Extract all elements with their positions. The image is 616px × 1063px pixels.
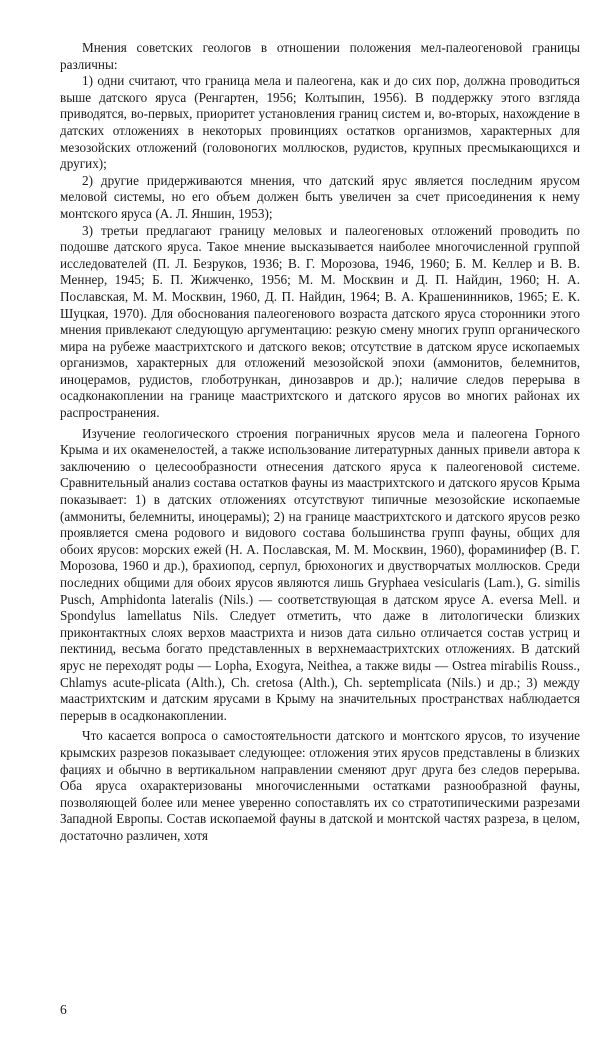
paragraph-view-1: 1) одни считают, что граница мела и палеогена, как и до сих пор, должна проводиться выше датского яруса (Ренгартен, 1956; Колтыпин, 1956). В поддержку этого взгляда приводятся, во-первых, приоритет установления границ систем и, во-вторых, нахождение в датских отложениях в некоторых провинциях остатков организмов, характерных для мезозойских отложений (головоногих моллюсков, рудистов, крупных пресмыкающихся и других); — [60, 73, 580, 172]
page-number: 6 — [60, 1002, 67, 1017]
paragraph-danian-montian: Что касается вопроса о самостоятельности датского и монтского ярусов, то изучение крымских разрезов показывает следующее: отложения этих ярусов представлены в близких фациях и обычно в вертикальном направлении сменяют друг друга без следов перерыва. Оба яруса охарактеризованы многочисленными остатками разнообразной фауны, позволяющей более или менее уверенно сопоставлять их со стратотипическими разрезами Западной Европы. Состав ископаемой фауны в датской и монтской частях разреза, в целом, достаточно различен, хотя — [60, 728, 580, 843]
paragraph-view-3: 3) третьи предлагают границу меловых и палеогеновых отложений проводить по подошве датского яруса. Такое мнение высказывается наиболее многочисленной группой исследователей (П. Л. Безруков, 1936; В. Г. Морозова, 1946, 1960; Б. М. Келлер и В. В. Меннер, 1945; Б. П. Жижченко, 1956; М. М. Москвин и Д. П. Найдин, 1960; Н. А. Пославская, М. М. Москвин, 1960, Д. П. Найдин, 1964; В. А. Крашенинников, 1965; Е. К. Шуцкая, 1970). Для обоснования палеогенового возраста датского яруса сторонники этого мнения привлекают следующую аргументацию: резкую смену многих групп органического мира на рубеже маастрихтского и датского веков; отсутствие в датском ярусе ископаемых организмов, характерных для отложений мезозойской эпохи (аммонитов, белемнитов, иноцерамов, рудистов, глоботрункан, динозавров и др.); наличие следов перерыва в осадконакоплении на границе маастрихтского и датского ярусов во многих районах их распространения. — [60, 222, 580, 421]
page-body — [60, 40, 580, 845]
paragraph-crimea-study: Изучение геологического строения пограничных ярусов мела и палеогена Горного Крыма и их окаменелостей, а также использование литературных данных привели автора к заключению о целесообразности отнесения датского яруса к палеогеновой системе. Сравнительный анализ состава остатков фауны из маастрихтского и датского ярусов Крыма показывает: 1) в датских отложениях отсутствуют типичные мезозойские ископаемые (аммониты, белемниты, иноцерамы); 2) на границе маастрихтского и датского ярусов резко проявляется смена родового и видового состава большинства групп фауны, общих для обоих ярусов: морских ежей (Н. А. Пославская, М. М. Москвин, 1960), фораминифер (В. Г. Морозова, 1960 и др.), брахиопод, серпул, брюхоногих и двустворчатых моллюсков. Среди последних общими для обоих ярусов являются лишь Gryphaea vesicularis (Lam.), G. similis Pusch, Amphidonta lateralis (Nils.) — соответствующая в датском ярусе A. eversa Mell. и Spondylus lamellatus Nils. Следует отметить, что даже в литологически близких приконтактных слоях верхов маастрихта и низов дата сильно отличается состав устриц и пектинид, весьма богато представленных в верхнемаастрихтских отложениях. В датский ярус не переходят роды — Lopha, Exogyra, Neithea, а также виды — Ostrea mirabilis Rouss., Chlamys acute-plicata (Alth.), Ch. cretosa (Alth.), Ch. septemplicata (Nils.) и др.; 3) между маастрихтским и датским ярусами в Крыму на значительных пространствах наблюдается перерыв в осадконакоплении. — [60, 425, 580, 723]
paragraph-view-2: 2) другие придерживаются мнения, что датский ярус является последним ярусом меловой системы, но его объем должен быть увеличен за счет присоединения к нему монтского яруса (А. Л. Яншин, 1953); — [60, 172, 580, 221]
paragraph-intro: Мнения советских геологов в отношении положения мел-палеогеновой границы различны: — [60, 40, 580, 72]
